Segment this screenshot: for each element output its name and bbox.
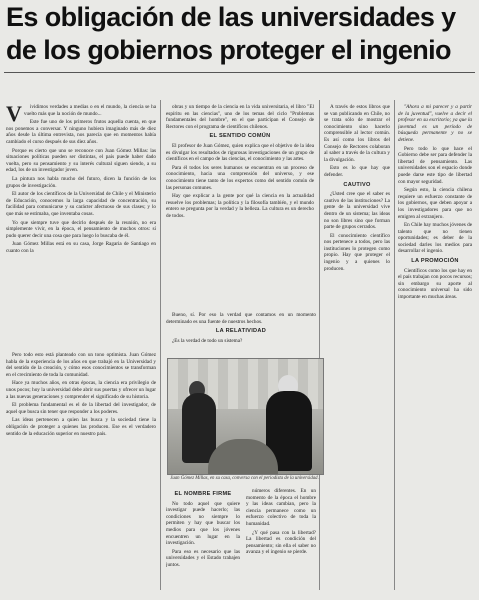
subhead-relatividad: LA RELATIVIDAD [215, 328, 267, 335]
article-paragraph: A través de estos libros que se van publicando en Chile, no se trata sólo de mostrar el conocimiento sino hacerlo comprensible al lector común. Es así como los libros del Consejo de Rectores colaboran al saber a través de la cultura y la divulgación. [324, 104, 390, 163]
article-paragraph: El conocimiento científico nos pertenece a todos, pero las instituciones lo protegen como propio. Hay que proteger el ingenio y a quienes lo producen. [324, 232, 390, 272]
article-paragraph: Según esto, la ciencia chilena requiere un esfuerzo constante de los gobiernos, que deben apoyar a los investigadores para que no emigren al extranjero. [398, 187, 472, 220]
column-divider [319, 100, 320, 590]
column-divider [394, 100, 395, 590]
headline [6, 2, 472, 66]
article-paragraph: No todo aquel que quiere investigar puede hacerlo; las condiciones no siempre lo permiten y hay que buscar los medios para que los jóvenes encuentren un lugar en la investigación. [166, 500, 240, 547]
article-photo [167, 358, 324, 475]
article-paragraph: Pero todo lo que hace el Gobierno debe ser para defender la libertad de pensamiento. Las universidades son el espacio donde puede darse este tipo de libertad con mayor seguridad. [398, 145, 472, 185]
middle-top-column [166, 104, 314, 344]
subhead-sentido-comun: EL SENTIDO COMÚN [209, 133, 271, 140]
article-paragraph: Bueno, sí. Por eso la verdad que contamos en un momento determinado es una fuente de nuestros hechos. [166, 312, 316, 325]
photo-caption: Juan Gómez Millas, en su casa, conversa con el periodista de la universidad. [170, 476, 319, 481]
column-divider [160, 100, 161, 590]
subhead-promocion: LA PROMOCIÓN [411, 258, 459, 265]
article-paragraph: números diferentes. En un momento de la época el hombre y las ideas cambian, pero la ciencia permanece como un esfuerzo colectivo de toda la humanidad. [246, 488, 316, 527]
far-right-column [398, 104, 472, 590]
article-paragraph: El problema fundamental es el de la libertad del investigador, de aquel que busca sin tener que responder a los poderes. [6, 402, 156, 415]
article-paragraph: ¿Es la verdad de todo un sistema? [172, 337, 243, 344]
article-paragraph: "Ahora a mi parecer y a partir de la juventud", vuelve a decir el profesor en su escritorio; ya que la juventud es un período de búsqueda permanente y no se detiene. [398, 104, 472, 143]
right-narrow-column [324, 104, 390, 590]
intro-column [6, 104, 156, 344]
dropcap: V [6, 104, 22, 126]
subhead-nombre-firme: EL NOMBRE FIRME [174, 491, 232, 497]
bottom-center-right-column [246, 488, 316, 590]
article-paragraph: Hay que explicar a la gente por qué la ciencia en la actualidad resuelve los problemas; la política y la filosofía también, y el mundo entero se pregunta por la verdad y la belleza. La cultura es un derecho de todos. [166, 193, 314, 219]
headline-line-2: de los gobiernos proteger el ingenio [6, 35, 451, 65]
article-paragraph: obras y un tiempo de la ciencia en la vida universitaria, el libro "El espíritu en las ciencias", uno de los temas del ciclo "Problemas fundamentales del hombre", en el que participan el Consejo de Rectores con el programa de científicos chilenos. [166, 104, 314, 130]
article-paragraph: Para eso es necesario que las universidades y el Estado trabajen juntos. [166, 548, 240, 568]
bottom-center-left-column [166, 488, 240, 590]
headline-rule [4, 72, 475, 73]
article-paragraph: ¿Y qué pasa con la libertad? La libertad es condición del pensamiento; sin ella el saber no avanza y el ingenio se pierde. [246, 529, 316, 556]
intro-paragraph: Juan Gómez Millas está en su casa, Jorge Ragaria de Santiago en cuanto con la [6, 241, 156, 254]
article-paragraph: Para él todos los seres humanos se encuentran en un proceso de conocimiento, hacia una comprensión del universo, y ese conocimiento tiene tanto de los expertos como del sentido común de las personas comunes. [166, 164, 314, 191]
intro-paragraph: Porque es cierto que uno se reconoce con Juan Gómez Millas: las situaciones políticas pueden ser distintas, el país puede haber dado vuelta, pero su pensamiento y su interés cultural siguen siendo, a su edad, los de un investigador joven. [6, 147, 156, 174]
subhead-cautivo: CAUTIVO [343, 181, 371, 188]
intro-paragraph: La pintura nos habla mucho del futuro, dicen la función de los grupos de investigación. [6, 175, 156, 189]
article-paragraph: Esto es lo que hay que defender. [324, 165, 390, 178]
article-paragraph: Las ideas pertenecen a quien las busca y la sociedad tiene la obligación de proteger a quienes las producen. Ese es el verdadero sentido de la educación superior en nuestro país. [6, 417, 156, 437]
intro-paragraph: El autor de los científicos de la Universidad de Chile y el Ministerio de Educación, conocemos la larga capacidad de concentración, su facilidad para comunicarse y su carácter afectuoso de sus clases; y lo que más se estimaba, que inventaba cosas. [6, 191, 156, 217]
article-paragraph: El profesor de Juan Gómez, quien explica que el objetivo de la idea es divulgar los resultados de rigurosas investigaciones de un grupo de científicos en el campo de las ciencias, el conocimiento y las artes. [166, 142, 314, 163]
article-paragraph: Hace ya muchos años, en otras épocas, la ciencia era privilegio de unos pocos; hoy la universidad debe abrir sus puertas y ofrecer un lugar a las nuevas generaciones y comprender el significado de su historia. [6, 380, 156, 400]
intro-paragraph: ividimos verdades a medias o en el mundo, la ciencia se ha vuelto más que la noción de mundo... [23, 104, 156, 117]
bottom-left-column [6, 352, 156, 592]
headline-line-1: Es obligación de las universidades y [6, 2, 456, 32]
article-paragraph: ¿Usted cree que el saber es cautivo de las instituciones? La gente de la universidad vive dentro de un sistema; las ideas no son libres sino que forman parte de grupos cerrados. [324, 191, 390, 231]
article-paragraph: Científicos como los que hay en el país trabajan con pocos recursos; sin embargo su aporte al conocimiento universal ha sido importante en muchas áreas. [398, 267, 472, 301]
article-paragraph: Pero todo esto está planteado con un tono optimista. Juan Gómez habla de la experiencia de los años en que trabajó en la Universidad y del sentido de la creación, y cómo esos conocimientos se transforman en el crecimiento de toda la comunidad. [6, 352, 156, 378]
intro-paragraph: Este fue uno de los primeros frutos aquella cuenta, en que nos ponemos a conversar. Y ninguno hubiera imaginado más de diez años desde la última entrevista, nos parecía que en momentos había cambiado el curso después de sus diez años. [6, 119, 156, 145]
middle-bottom-column [166, 312, 316, 354]
article-paragraph: En Chile hay muchos jóvenes de talento que no tienen oportunidades; es deber de la sociedad darles los medios para desarrollar el ingenio. [398, 222, 472, 255]
photo-person-left [182, 393, 216, 463]
intro-paragraph: Yo que siempre tuve que decirlo después de la reunión, no era simplemente vivir, en la época, el pensamiento de muchos otros: sí pudo querer decir una cosa que para luego lo buscaba de él. [6, 219, 156, 239]
